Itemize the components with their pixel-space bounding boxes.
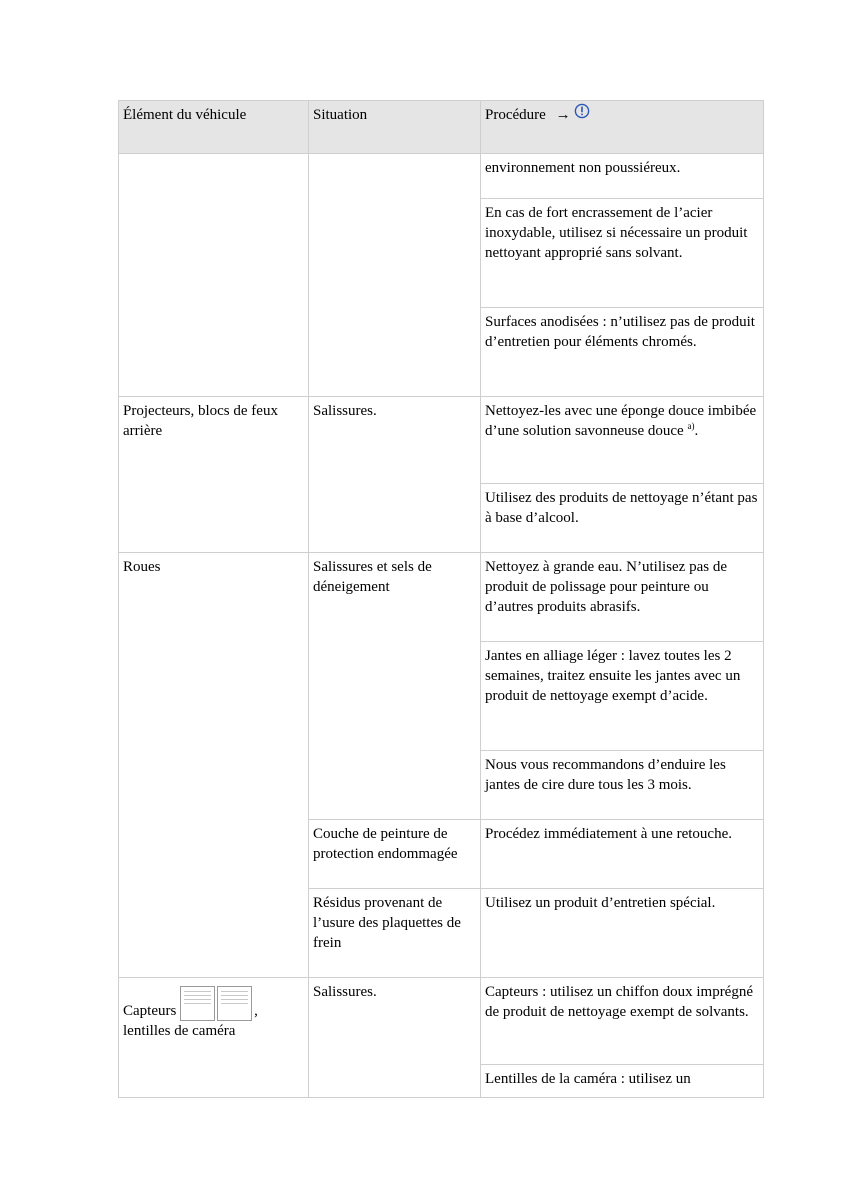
table-row	[119, 978, 764, 1065]
procedure-cell: Nettoyez à grande eau. N’utilisez pas de produit de polissage pour peinture ou d’autres produits abrasifs.	[481, 553, 764, 642]
situation-cell: Couche de peinture de protection endommagée	[309, 820, 481, 889]
element-cell: Projecteurs, blocs de feux arrière	[119, 397, 309, 553]
sensor-images	[180, 986, 254, 1021]
header-procedure-label: Procédure	[485, 107, 546, 123]
sensor-image-icon	[180, 986, 215, 1021]
procedure-cell: Utilisez des produits de nettoyage n’étant pas à base d’alcool.	[481, 484, 764, 553]
arrow-glyph: →	[555, 107, 571, 123]
situation-cell: Résidus provenant de l’usure des plaquettes de frein	[309, 889, 481, 978]
element-cell: Roues	[119, 553, 309, 978]
situation-cell	[309, 154, 481, 397]
warning-circle-icon	[574, 103, 590, 125]
procedure-cell: Procédez immédiatement à une retouche.	[481, 820, 764, 889]
table-row	[119, 553, 764, 642]
procedure-cell: Surfaces anodisées : n’utilisez pas de produit d’entretien pour éléments chromés.	[481, 308, 764, 397]
table-row	[119, 397, 764, 484]
table-row	[119, 154, 764, 199]
procedure-cell: Jantes en alliage léger : lavez toutes les 2 semaines, traitez ensuite les jantes avec un produit de nettoyage exempt d’acide.	[481, 642, 764, 751]
procedure-cell: Nous vous recommandons d’enduire les jantes de cire dure tous les 3 mois.	[481, 751, 764, 820]
situation-cell: Salissures.	[309, 397, 481, 553]
procedure-cell: En cas de fort encrassement de l’acier inoxydable, utilisez si nécessaire un produit nettoyant approprié sans solvant.	[481, 199, 764, 308]
table-header-row	[119, 101, 764, 154]
element-separator: ,	[254, 1003, 258, 1019]
care-table	[118, 100, 764, 1098]
procedure-cell: Utilisez un produit d’entretien spécial.	[481, 889, 764, 978]
procedure-cell	[481, 397, 764, 484]
procedure-cell: environnement non poussiéreux.	[481, 154, 764, 199]
header-procedure	[481, 101, 764, 154]
situation-cell: Salissures.	[309, 978, 481, 1098]
footnote-ref: a)	[687, 421, 695, 431]
procedure-end: .	[694, 423, 699, 439]
procedure-text: Nettoyez-les avec une éponge douce imbibée d’une solution savonneuse douce	[485, 403, 757, 439]
header-situation: Situation	[309, 101, 481, 154]
element-cell	[119, 978, 309, 1098]
element-cell	[119, 154, 309, 397]
procedure-cell: Capteurs : utilisez un chiffon doux imprégné de produit de nettoyage exempt de solvants.	[481, 978, 764, 1065]
situation-cell: Salissures et sels de déneigement	[309, 553, 481, 820]
header-element: Élément du véhicule	[119, 101, 309, 154]
element-label-line2: lentilles de caméra	[123, 1023, 236, 1039]
element-label: Capteurs	[123, 1003, 177, 1019]
camera-image-icon	[217, 986, 252, 1021]
procedure-cell: Lentilles de la caméra : utilisez un	[481, 1065, 764, 1098]
